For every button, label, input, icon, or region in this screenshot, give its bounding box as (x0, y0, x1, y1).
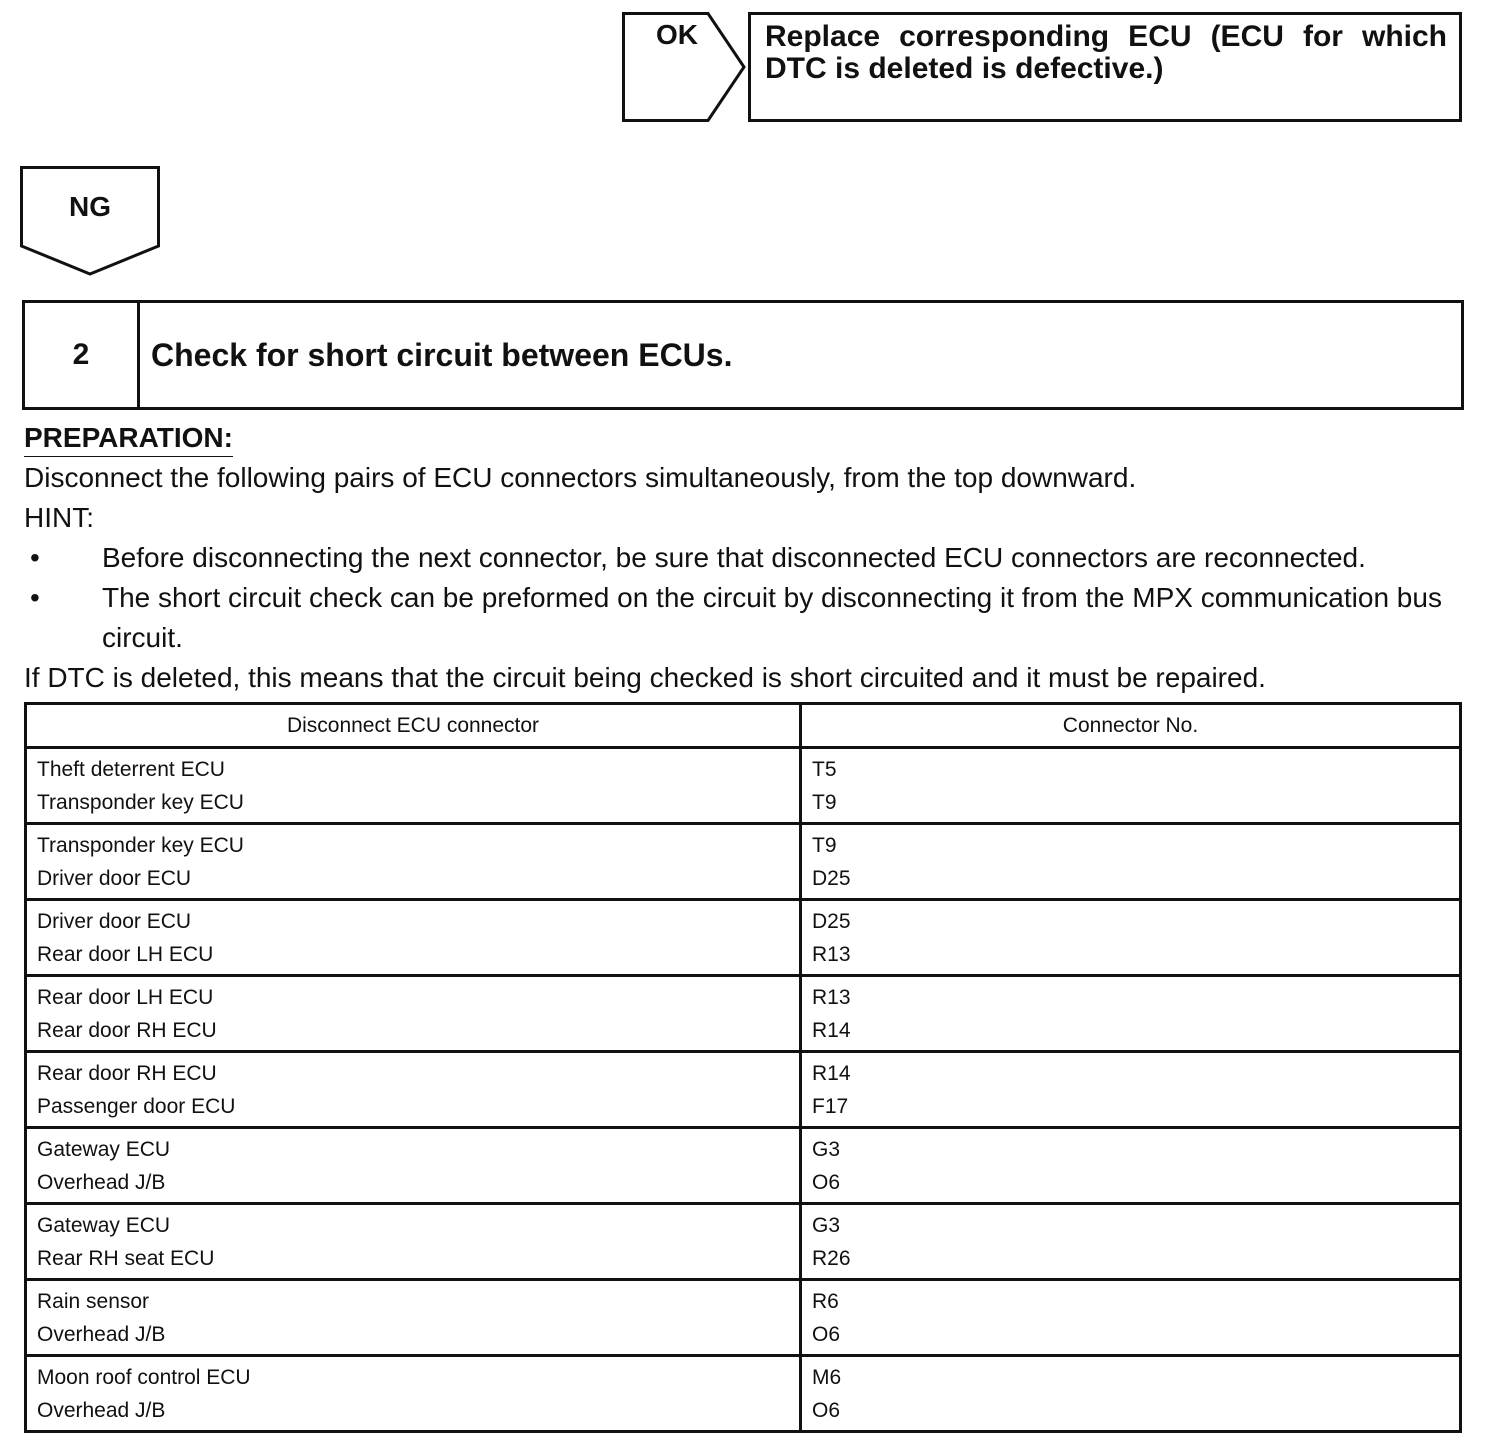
ecu-name: Rear door RH ECU (37, 1019, 217, 1042)
ecu-cell (26, 1204, 801, 1280)
ecu-name: Driver door ECU (37, 910, 192, 933)
ecu-name: Overhead J/B (37, 1399, 166, 1422)
connector-number: R26 (812, 1247, 851, 1270)
connector-number: R6 (812, 1290, 839, 1313)
connector-number: T5 (812, 758, 837, 781)
connector-cell (801, 1280, 1461, 1356)
table-row (26, 1204, 1461, 1280)
hint-bullet-1: Before disconnecting the next connector, be sure that disconnected ECU connectors are reconnected. (102, 542, 1366, 573)
ecu-name: Theft deterrent ECU (37, 758, 225, 781)
connector-number: T9 (812, 834, 837, 857)
ecu-name: Rear door RH ECU (37, 1062, 217, 1085)
header-disconnect-ecu: Disconnect ECU connector (26, 704, 801, 748)
ecu-name: Driver door ECU (37, 867, 192, 890)
ecu-cell (26, 824, 801, 900)
connector-cell (801, 976, 1461, 1052)
connector-cell (801, 824, 1461, 900)
ecu-cell (26, 1052, 801, 1128)
ecu-name: Rear door LH ECU (37, 986, 214, 1009)
ecu-cell (26, 1128, 801, 1204)
connector-cell (801, 1128, 1461, 1204)
preparation-heading: PREPARATION: (24, 420, 233, 457)
ecu-name: Gateway ECU (37, 1214, 171, 1237)
ecu-name: Overhead J/B (37, 1171, 166, 1194)
hint-label: HINT: (24, 502, 94, 533)
step-title: Check for short circuit between ECUs. (151, 336, 733, 373)
table-row (26, 1356, 1461, 1432)
ok-result-text: Replace corresponding ECU (ECU for which DTC is deleted is defective.) (765, 20, 1447, 85)
connector-cell (801, 1356, 1461, 1432)
ecu-cell (26, 1356, 801, 1432)
connector-number: F17 (812, 1095, 849, 1118)
connector-cell (801, 748, 1461, 824)
preparation-text: Disconnect the following pairs of ECU connectors simultaneously, from the top downward. (24, 462, 1137, 493)
connector-cell (801, 1204, 1461, 1280)
ecu-name: Rear door LH ECU (37, 943, 214, 966)
ecu-cell (26, 748, 801, 824)
table-row (26, 824, 1461, 900)
step-number: 2 (25, 303, 140, 407)
bullet-dot-icon: • (30, 582, 40, 613)
connector-number: R14 (812, 1062, 851, 1085)
table-header-row (26, 704, 1461, 748)
connector-number: M6 (812, 1366, 842, 1389)
connector-number: O6 (812, 1171, 841, 1194)
header-connector-no: Connector No. (801, 704, 1461, 748)
connector-number: G3 (812, 1138, 841, 1161)
connector-table (24, 702, 1462, 1433)
bullet-dot-icon: • (30, 542, 40, 573)
table-row (26, 900, 1461, 976)
connector-number: G3 (812, 1214, 841, 1237)
dtc-note: If DTC is deleted, this means that the circuit being checked is short circuited and it must be repaired. (24, 662, 1266, 693)
ecu-name: Rear RH seat ECU (37, 1247, 215, 1270)
ng-label: NG (69, 191, 111, 222)
table-row (26, 1052, 1461, 1128)
table-body (26, 748, 1461, 1432)
table-row (26, 976, 1461, 1052)
table-row (26, 748, 1461, 824)
ecu-name: Transponder key ECU (37, 791, 244, 814)
ecu-name: Overhead J/B (37, 1323, 166, 1346)
connector-number: R13 (812, 986, 851, 1009)
connector-number: D25 (812, 867, 851, 890)
ok-result-box (748, 12, 1462, 122)
connector-number: R14 (812, 1019, 851, 1042)
ok-label: OK (656, 19, 698, 50)
ecu-name: Gateway ECU (37, 1138, 171, 1161)
ecu-name: Moon roof control ECU (37, 1366, 251, 1389)
connector-number: R13 (812, 943, 851, 966)
ecu-name: Rain sensor (37, 1290, 150, 1313)
table-row (26, 1128, 1461, 1204)
hint-bullet-2: The short circuit check can be preformed on the circuit by disconnecting it from the MPX communication bus circuit. (102, 582, 1442, 653)
table-row (26, 1280, 1461, 1356)
ecu-name: Transponder key ECU (37, 834, 244, 857)
ecu-cell (26, 1280, 801, 1356)
connector-number: D25 (812, 910, 851, 933)
connector-cell (801, 900, 1461, 976)
connector-number: O6 (812, 1323, 841, 1346)
ecu-cell (26, 900, 801, 976)
ecu-cell (26, 976, 801, 1052)
connector-number: O6 (812, 1399, 841, 1422)
connector-number: T9 (812, 791, 837, 814)
step-header (22, 300, 1464, 410)
ecu-name: Passenger door ECU (37, 1095, 236, 1118)
connector-cell (801, 1052, 1461, 1128)
